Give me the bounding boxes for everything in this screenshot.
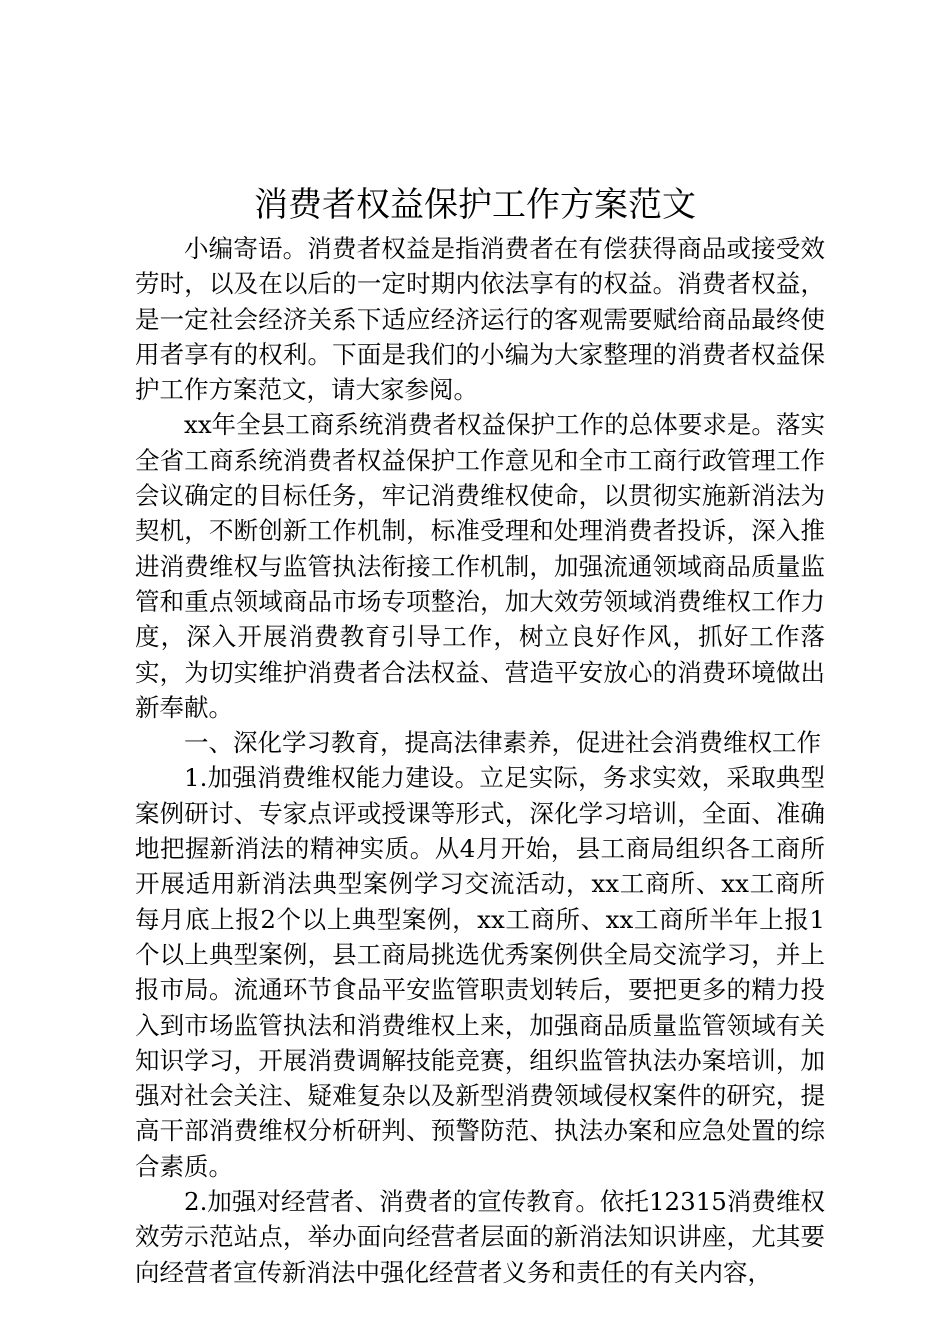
paragraph-item-2: 2.加强对经营者、消费者的宣传教育。依托12315消费维权效劳示范站点，举办面向经营者层面的新消法知识讲座，尤其要向经营者宣传新消法中强化经营者义务和责任的有关内容， xyxy=(135,1187,825,1287)
paragraph-overall-requirements: xx年全县工商系统消费者权益保护工作的总体要求是。落实全省工商系统消费者权益保护工作意见和全市工商行政管理工作会议确定的目标任务，牢记消费维权使命，以贯彻实施新消法为契机，不断创新工作机制，标准受理和处理消费者投诉，深入推进消费维权与监管执法衔接工作机制，加强流通领域商品质量监管和重点领域商品市场专项整治，加大效劳领域消费维权工作力度，深入开展消费教育引导工作，树立良好作风，抓好工作落实，为切实维护消费者合法权益、营造平安放心的消费环境做出新奉献。 xyxy=(135,410,825,722)
document-title: 消费者权益保护工作方案范文 xyxy=(254,185,696,225)
paragraph-intro: 小编寄语。消费者权益是指消费者在有偿获得商品或接受效劳时，以及在以后的一定时期内依法享有的权益。消费者权益，是一定社会经济关系下适应经济运行的客观需要赋给商品最终使用者享有的权利。下面是我们的小编为大家整理的消费者权益保护工作方案范文，请大家参阅。 xyxy=(135,234,825,405)
paragraph-item-1: 1.加强消费维权能力建设。立足实际，务求实效，采取典型案例研讨、专家点评或授课等形式，深化学习培训，全面、准确地把握新消法的精神实质。从4月开始，县工商局组织各工商所开展适用新消法典型案例学习交流活动，xx工商所、xx工商所每月底上报2个以上典型案例，xx工商所、xx工商所半年上报1个以上典型案例，县工商局挑选优秀案例供全局交流学习，并上报市局。流通环节食品平安监管职责划转后，要把更多的精力投入到市场监管执法和消费维权上来，加强商品质量监管领域有关知识学习，开展消费调解技能竞赛，组织监管执法办案培训，加强对社会关注、疑难复杂以及新型消费领域侵权案件的研究，提高干部消费维权分析研判、预警防范、执法办案和应急处置的综合素质。 xyxy=(135,763,825,1181)
document-body xyxy=(135,231,825,1290)
section-heading-1: 一、深化学习教育，提高法律素养，促进社会消费维权工作 xyxy=(184,728,821,758)
